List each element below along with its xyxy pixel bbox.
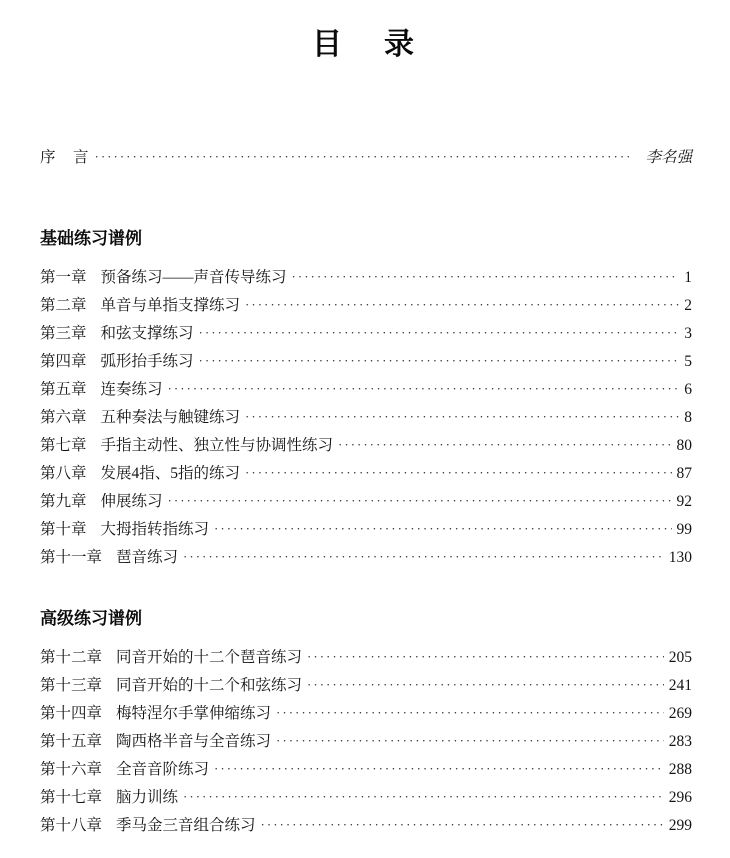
chapter-label: 第一章 <box>40 269 87 286</box>
toc-entry <box>40 728 692 756</box>
page-number: 1 <box>684 269 692 286</box>
page-number: 130 <box>668 549 692 566</box>
chapter-label: 第十七章 <box>40 789 103 806</box>
toc-entry <box>40 376 692 404</box>
dot-leader <box>214 755 664 783</box>
page-number: 283 <box>668 733 692 750</box>
dot-leader <box>183 783 664 811</box>
toc-entry <box>40 516 692 544</box>
page-number: 6 <box>684 381 692 398</box>
entry-title: 和弦支撑练习 <box>100 325 194 342</box>
entry-title: 梅特涅尔手掌伸缩练习 <box>116 705 272 722</box>
page-number: 8 <box>684 409 692 426</box>
entry-title: 手指主动性、独立性与协调性练习 <box>100 437 334 454</box>
page-number: 92 <box>676 493 692 510</box>
toc-entry <box>40 348 692 376</box>
toc-entry <box>40 320 692 348</box>
page-number: 2 <box>684 297 692 314</box>
chapter-label: 第七章 <box>40 437 87 454</box>
dot-leader <box>245 291 679 319</box>
toc-entry <box>40 432 692 460</box>
entry-title: 弧形抬手练习 <box>100 353 194 370</box>
section-entries <box>40 644 692 840</box>
toc-entry <box>40 672 692 700</box>
toc-entry <box>40 488 692 516</box>
toc-section-advanced <box>40 608 692 840</box>
entry-title: 连奏练习 <box>100 381 163 398</box>
dot-leader <box>214 515 671 543</box>
toc-entry <box>40 264 692 292</box>
toc-entry <box>40 292 692 320</box>
chapter-label: 第十六章 <box>40 761 103 778</box>
entry-title: 全音音阶练习 <box>116 761 210 778</box>
toc-entry <box>40 700 692 728</box>
entry-title: 大拇指转指练习 <box>100 521 210 538</box>
toc-entry <box>40 812 692 840</box>
chapter-label: 第十四章 <box>40 705 103 722</box>
entry-title: 同音开始的十二个和弦练习 <box>116 677 303 694</box>
dot-leader <box>307 643 664 671</box>
dot-leader <box>261 811 664 839</box>
page-number: 288 <box>668 761 692 778</box>
chapter-label: 第十三章 <box>40 677 103 694</box>
entry-title: 同音开始的十二个琶音练习 <box>116 649 303 666</box>
entry-title: 单音与单指支撑练习 <box>100 297 241 314</box>
chapter-label: 第十八章 <box>40 817 103 834</box>
entry-title: 季马金三音组合练习 <box>116 817 256 834</box>
entry-title: 五种奏法与触键练习 <box>100 409 241 426</box>
dot-leader <box>338 431 671 459</box>
page-number: 299 <box>668 817 692 834</box>
dot-leader <box>183 543 664 571</box>
dot-leader <box>292 263 680 291</box>
toc-entry <box>40 544 692 572</box>
dot-leader <box>245 459 671 487</box>
toc-entry <box>40 784 692 812</box>
page-number: 99 <box>676 521 692 538</box>
chapter-label: 第十五章 <box>40 733 103 750</box>
section-heading: 基础练习谱例 <box>40 229 142 248</box>
chapter-label: 第十章 <box>40 521 87 538</box>
entry-title: 脑力训练 <box>116 789 179 806</box>
dot-leader <box>199 319 680 347</box>
section-heading: 高级练习谱例 <box>40 609 142 628</box>
entry-title: 伸展练习 <box>100 493 163 510</box>
entry-title: 发展4指、5指的练习 <box>100 465 241 482</box>
page-number: 80 <box>676 437 692 454</box>
toc-entry <box>40 756 692 784</box>
preface-entry <box>40 148 692 168</box>
chapter-label: 第三章 <box>40 325 87 342</box>
chapter-label: 第十一章 <box>40 549 103 566</box>
entry-title: 琶音练习 <box>116 549 179 566</box>
page-number: 205 <box>668 649 692 666</box>
toc-entry <box>40 460 692 488</box>
page-number: 296 <box>668 789 692 806</box>
page-number: 241 <box>668 677 692 694</box>
entry-title: 预备练习——声音传导练习 <box>100 269 287 286</box>
dot-leader <box>168 375 680 403</box>
chapter-label: 第四章 <box>40 353 87 370</box>
chapter-label: 第九章 <box>40 493 87 510</box>
dot-leader <box>245 403 679 431</box>
dot-leader <box>168 487 672 515</box>
dot-leader <box>276 727 664 755</box>
dot-leader <box>307 671 664 699</box>
entry-title: 陶西格半音与全音练习 <box>116 733 272 750</box>
page-number: 3 <box>684 325 692 342</box>
dot-leader <box>199 347 680 375</box>
toc-entry <box>40 644 692 672</box>
chapter-label: 第八章 <box>40 465 87 482</box>
preface-author: 李名强 <box>645 149 692 166</box>
chapter-label: 第二章 <box>40 297 87 314</box>
page-number: 87 <box>676 465 692 482</box>
chapter-label: 第六章 <box>40 409 87 426</box>
page-title: 目 录 <box>312 28 420 61</box>
dot-leader <box>95 147 631 167</box>
page-number: 269 <box>668 705 692 722</box>
dot-leader <box>276 699 664 727</box>
toc-entry <box>40 404 692 432</box>
chapter-label: 第五章 <box>40 381 87 398</box>
page-number: 5 <box>684 353 692 370</box>
preface-label: 序 言 <box>40 149 90 166</box>
section-entries <box>40 264 692 572</box>
chapter-label: 第十二章 <box>40 649 103 666</box>
toc-section-basic <box>40 228 692 572</box>
